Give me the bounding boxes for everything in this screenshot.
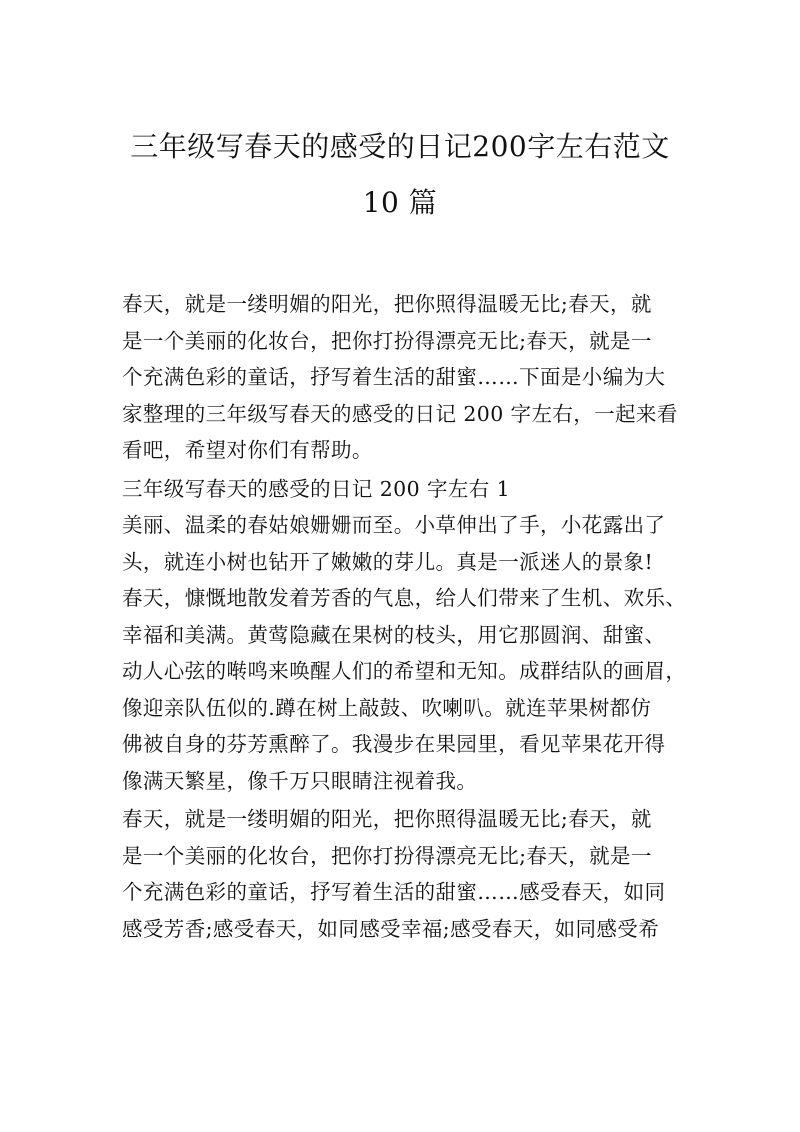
body-line: 是一个美丽的化妆台，把你打扮得漂亮无比;春天，就是一 — [122, 328, 652, 353]
body-line: 头，就连小树也钻开了嫩嫩的芽儿。真是一派迷人的景象! — [122, 549, 654, 574]
body-line: 春天，慷慨地散发着芳香的气息，给人们带来了生机、欢乐、 — [122, 586, 687, 610]
body-line: 像迎亲队伍似的.蹲在树上敲鼓、吹喇叭。就连苹果树都仿 — [122, 695, 652, 720]
body-line: 幸福和美满。黄莺隐藏在果树的枝头，用它那圆润、甜蜜、 — [122, 622, 666, 647]
body-line: 美丽、温柔的春姑娘姗姗而至。小草伸出了手，小花露出了 — [122, 513, 666, 537]
body-line: 感受芳香;感受春天，如同感受幸福;感受春天，如同感受希 — [122, 916, 660, 941]
document-title — [100, 119, 700, 231]
document-body — [122, 286, 690, 947]
body-line: 看吧，希望对你们有帮助。 — [122, 438, 373, 462]
section-heading: 三年级写春天的感受的日记 200 字左右 1 — [122, 476, 511, 501]
body-line: 是一个美丽的化妆台，把你打扮得漂亮无比;春天，就是一 — [122, 843, 652, 868]
body-line: 家整理的三年级写春天的感受的日记 200 字左右，一起来看 — [122, 401, 678, 426]
title-line-1: 三年级写春天的感受的日记200字左右范文 — [130, 130, 670, 163]
body-line: 像满天繁星，像千万只眼睛注视着我。 — [122, 768, 478, 793]
body-line: 动人心弦的啭鸣来唤醒人们的希望和无知。成群结队的画眉， — [122, 659, 687, 683]
body-line: 个充满色彩的童话，抒写着生活的甜蜜……下面是小编为大 — [122, 365, 666, 389]
title-line-2: 10 篇 — [362, 186, 438, 219]
body-line: 个充满色彩的童话，抒写着生活的甜蜜……感受春天，如同 — [122, 880, 666, 904]
body-line: 佛被自身的芬芳熏醉了。我漫步在果园里，看见苹果花开得 — [122, 732, 666, 756]
body-line: 春天，就是一缕明媚的阳光，把你照得温暖无比;春天，就 — [122, 292, 652, 316]
body-line: 春天，就是一缕明媚的阳光，把你照得温暖无比;春天，就 — [122, 807, 652, 831]
